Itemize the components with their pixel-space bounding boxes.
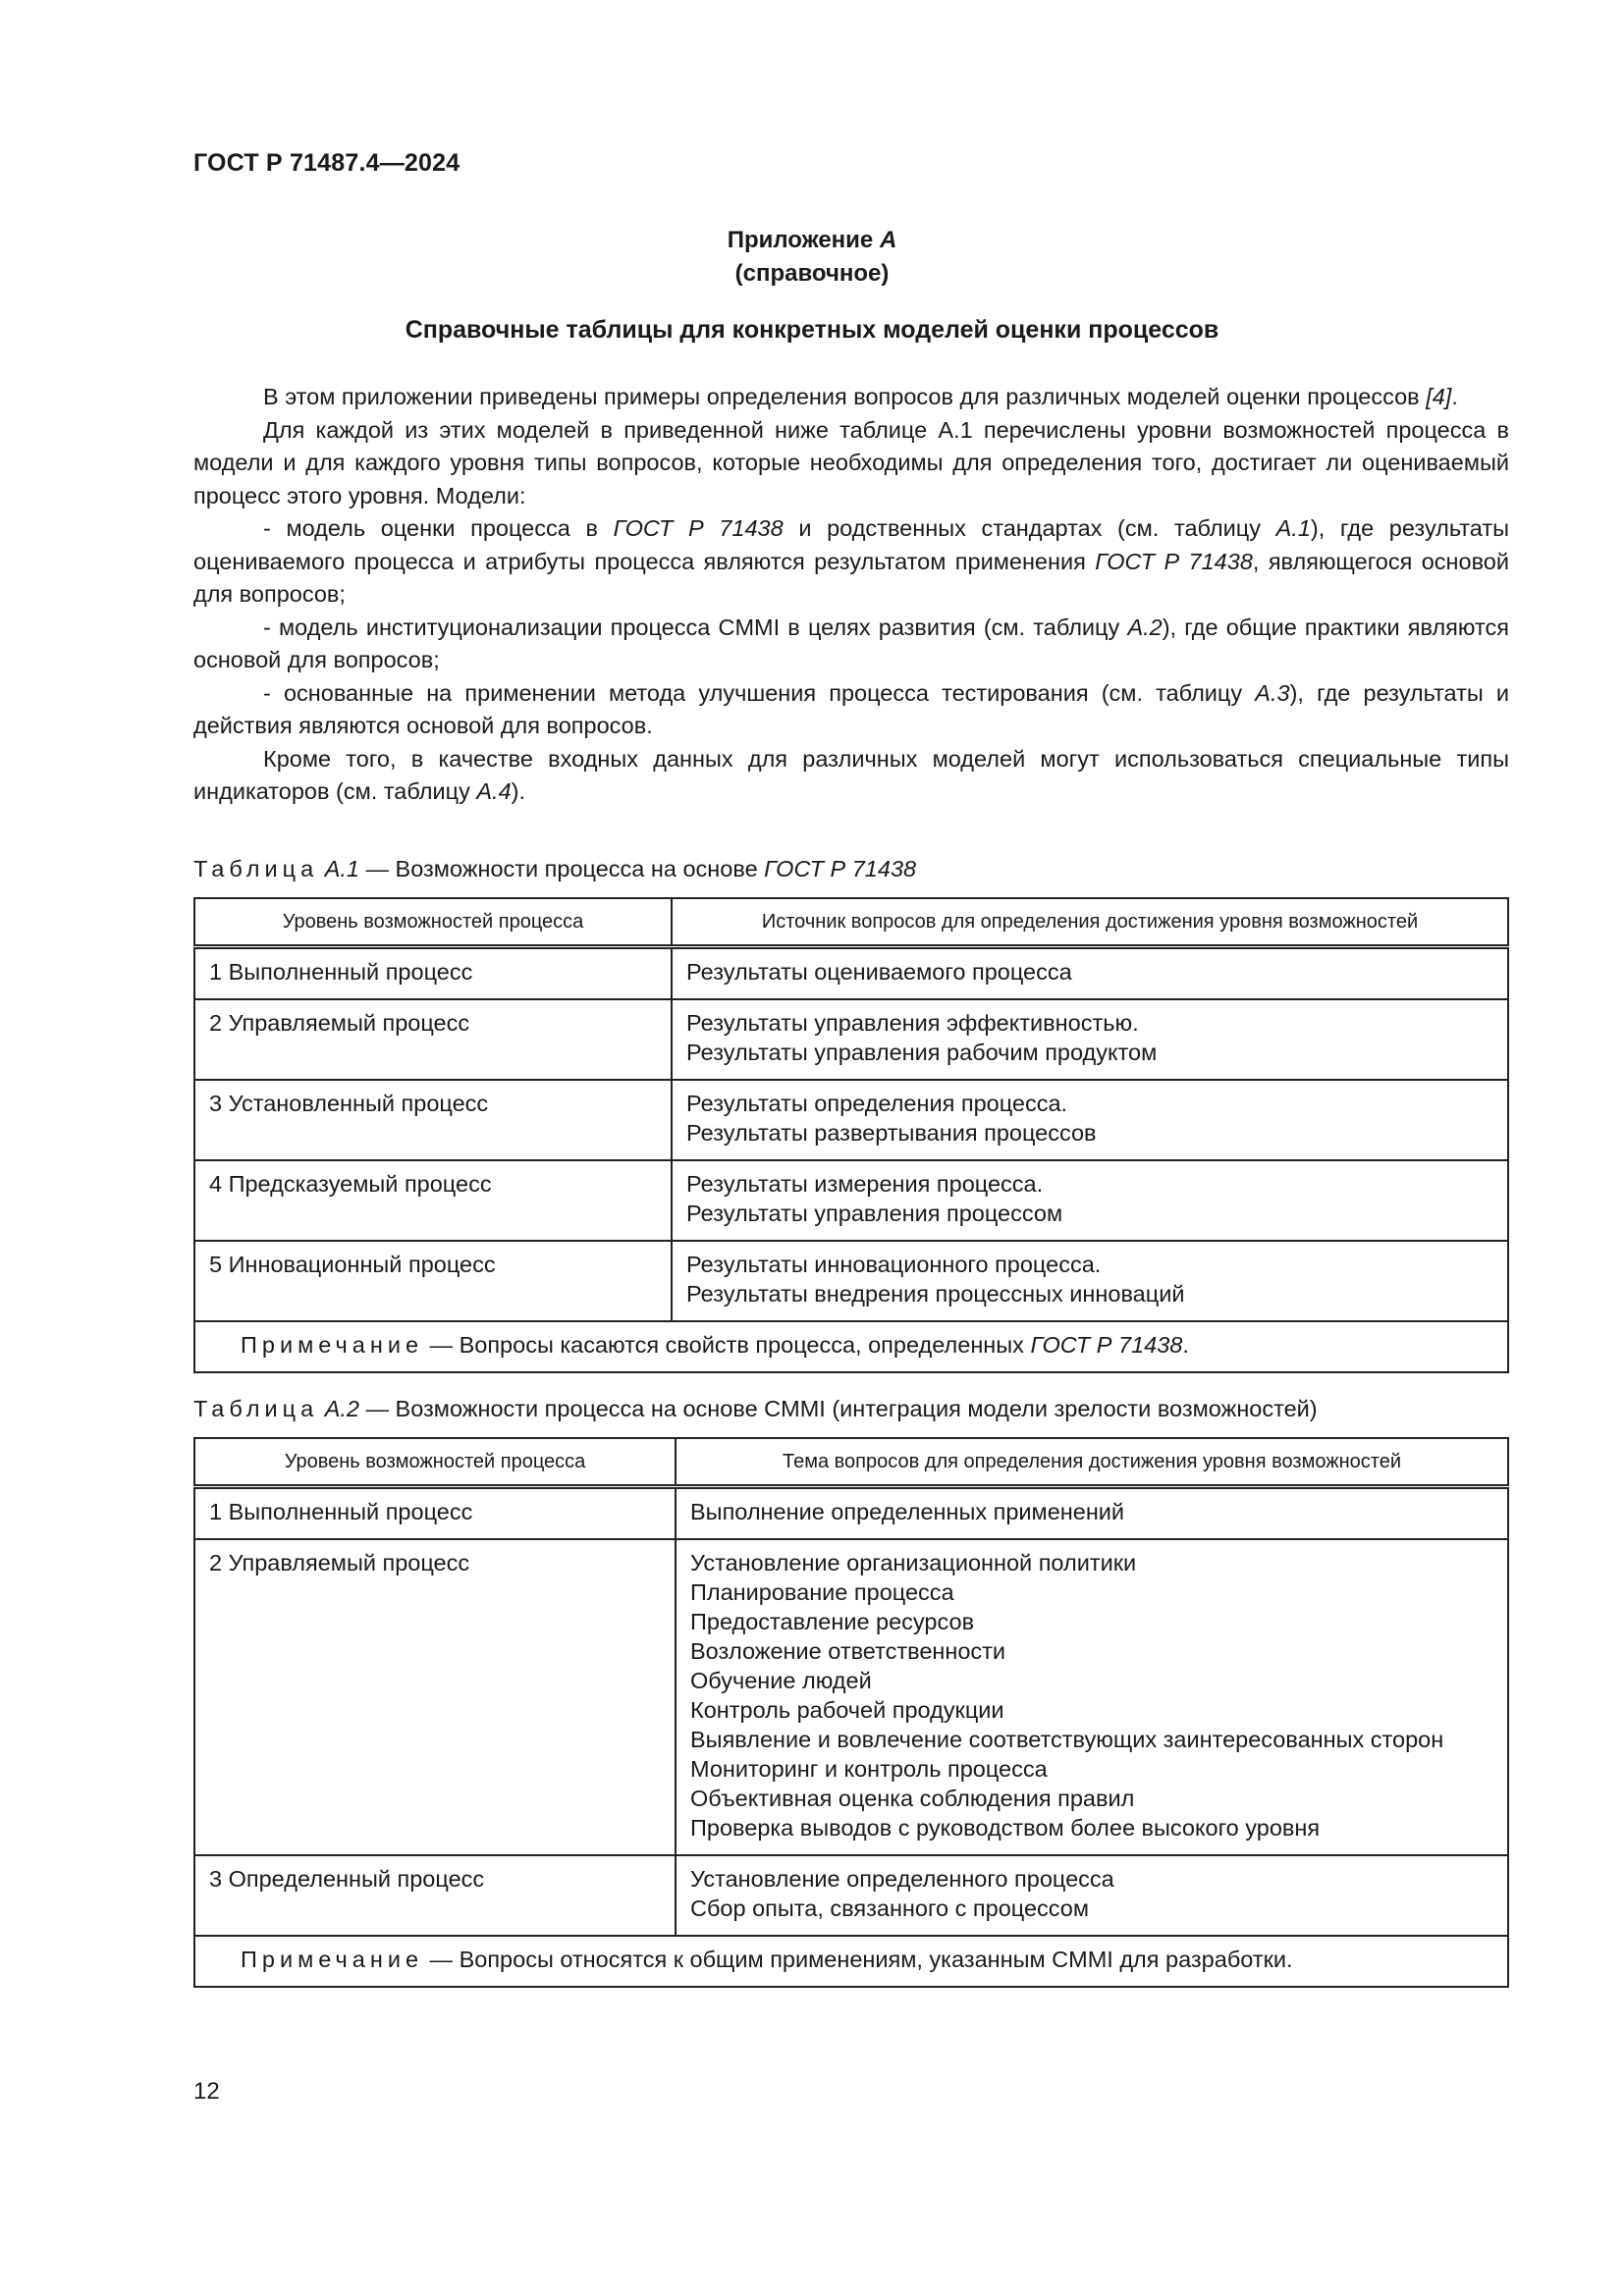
- table-a1-caption: [193, 856, 1509, 882]
- text-span: - модель институционализации процесса CMMI в целях развития (см. таблицу: [263, 614, 1128, 640]
- level-label: 4 Предсказуемый процесс: [209, 1171, 492, 1197]
- table-header-row: [194, 898, 1508, 947]
- level-cell: [194, 1160, 672, 1241]
- table-ref: А.2: [1127, 614, 1163, 640]
- questions-list: [673, 1081, 1507, 1159]
- questions-cell: [672, 1080, 1508, 1160]
- questions-list: [677, 1540, 1507, 1854]
- level-cell: [194, 1855, 676, 1936]
- text-span: Кроме того, в качестве входных данных для различных моделей могут использоваться специальные типы индикаторов (см. таблицу: [193, 745, 1509, 804]
- questions-list: [673, 949, 1507, 998]
- level-cell: [194, 999, 672, 1080]
- table-ref: А.4: [476, 778, 512, 804]
- questions-list: [673, 1242, 1507, 1320]
- text-span: и родственных стандартах (см. таблицу: [783, 515, 1276, 541]
- level-cell: [194, 1080, 672, 1160]
- caption-word: Таблица: [193, 1396, 319, 1421]
- column-header: Уровень возможностей процесса: [194, 898, 672, 947]
- questions-cell: [676, 1539, 1508, 1855]
- annex-title: Справочные таблицы для конкретных моделей оценки процессов: [405, 316, 1219, 344]
- table-row: [194, 1160, 1508, 1241]
- question-item: Предоставление ресурсов: [690, 1609, 975, 1634]
- list-item-model-3: [193, 677, 1509, 743]
- table-row: [194, 1241, 1508, 1321]
- note-text: — Вопросы касаются свойств процесса, определенных: [423, 1332, 1031, 1358]
- annex-type: (справочное): [734, 260, 890, 287]
- question-item: Результаты измерения процесса.: [686, 1171, 1044, 1197]
- text-span: - основанные на применении метода улучшения процесса тестирования (см. таблицу: [263, 679, 1256, 706]
- question-item: Результаты определения процесса.: [686, 1091, 1068, 1116]
- level-label: 3 Установленный процесс: [209, 1091, 489, 1116]
- question-item: Выполнение определенных применений: [690, 1499, 1125, 1524]
- questions-cell: [672, 1241, 1508, 1321]
- question-item: Установление организационной политики: [690, 1550, 1137, 1575]
- column-header: Источник вопросов для определения достижения уровня возможностей: [672, 898, 1508, 947]
- questions-cell: [676, 1855, 1508, 1936]
- caption-standard: ГОСТ Р 71438: [764, 856, 917, 881]
- caption-number: А.2: [324, 1396, 359, 1421]
- question-item: Мониторинг и контроль процесса: [690, 1756, 1048, 1782]
- paragraph-models: Для каждой из этих моделей в приведенной ниже таблице А.1 перечислены уровни возможностей процесса в модели и для каждого уровня типы вопросов, которые необходимы для определения того, достигает ли оцениваемый процесс этого уровня. Модели:: [193, 416, 1509, 508]
- standard-ref: ГОСТ Р 71438: [1095, 548, 1253, 574]
- text-span: - модель оценки процесса в: [263, 515, 614, 541]
- question-item: Результаты управления процессом: [686, 1201, 1063, 1226]
- table-row: [194, 1539, 1508, 1855]
- table-row: [194, 999, 1508, 1080]
- questions-list: [677, 1856, 1507, 1935]
- annex-heading: [0, 224, 1624, 291]
- level-label: 1 Выполненный процесс: [209, 959, 473, 985]
- standard-ref: ГОСТ Р 71438: [613, 515, 784, 541]
- question-item: Контроль рабочей продукции: [690, 1697, 1004, 1723]
- list-item-model-1: [193, 512, 1509, 612]
- level-label: 5 Инновационный процесс: [209, 1252, 496, 1277]
- questions-list: [673, 1161, 1507, 1240]
- text-span: ), где общие практики являются основой для вопросов;: [193, 614, 1509, 672]
- note-text: — Вопросы относятся к общим применениям, указанным CMMI для разработки.: [423, 1947, 1293, 1972]
- page-number: 12: [193, 2078, 220, 2105]
- question-item: Результаты развертывания процессов: [686, 1120, 1097, 1146]
- question-item: Возложение ответственности: [690, 1638, 1006, 1664]
- level-cell: [194, 1487, 676, 1540]
- table-row: [194, 1080, 1508, 1160]
- question-item: Результаты управления эффективностью.: [686, 1010, 1139, 1036]
- text-span: , являющегося основой для вопросов;: [193, 548, 1509, 607]
- table-note-row: [194, 1936, 1508, 1987]
- level-label: 2 Управляемый процесс: [209, 1010, 470, 1036]
- questions-cell: [672, 999, 1508, 1080]
- text-span: ).: [511, 778, 525, 804]
- column-header: Уровень возможностей процесса: [194, 1438, 676, 1487]
- paragraph-intro: [193, 381, 1509, 414]
- text-span: В этом приложении приведены примеры определения вопросов для различных моделей оценки процессов: [263, 384, 1427, 409]
- question-item: Результаты управления рабочим продуктом: [686, 1040, 1158, 1065]
- text-span: ), где результаты оцениваемого процесса и атрибуты процесса являются результатом применения: [193, 515, 1510, 574]
- table-row: [194, 947, 1508, 1000]
- question-item: Проверка выводов с руководством более высокого уровня: [690, 1815, 1321, 1841]
- questions-list: [677, 1489, 1507, 1538]
- question-item: Объективная оценка соблюдения правил: [690, 1786, 1135, 1811]
- table-note: [195, 1937, 1507, 1986]
- body-text: [193, 381, 1509, 809]
- note-standard: ГОСТ Р 71438: [1030, 1332, 1183, 1358]
- note-end: .: [1182, 1332, 1189, 1358]
- caption-text: — Возможности процесса на основе: [358, 856, 765, 881]
- question-item: Результаты инновационного процесса.: [686, 1252, 1102, 1277]
- table-header-row: [194, 1438, 1508, 1487]
- table-note-row: [194, 1321, 1508, 1372]
- caption-number: А.1: [324, 856, 359, 881]
- caption-word: Таблица: [193, 856, 319, 881]
- note-word: Примечание: [241, 1947, 424, 1972]
- table-a2: [193, 1437, 1509, 1988]
- annex-label: Приложение: [727, 227, 874, 253]
- note-cell: [194, 1321, 1508, 1372]
- paragraph-indicators: [193, 743, 1509, 809]
- question-item: Выявление и вовлечение соответствующих заинтересованных сторон: [690, 1727, 1444, 1752]
- table-a2-caption: [193, 1396, 1509, 1422]
- table-ref: А.1: [1275, 515, 1311, 541]
- text-span: .: [1451, 384, 1458, 409]
- level-cell: [194, 1539, 676, 1855]
- column-header: Тема вопросов для определения достижения уровня возможностей: [676, 1438, 1508, 1487]
- question-item: Результаты оцениваемого процесса: [686, 959, 1072, 985]
- questions-cell: [672, 1160, 1508, 1241]
- question-item: Обучение людей: [690, 1668, 872, 1693]
- level-label: 3 Определенный процесс: [209, 1866, 485, 1892]
- level-cell: [194, 947, 672, 1000]
- reference: [4]: [1426, 384, 1452, 409]
- questions-list: [673, 1000, 1507, 1079]
- annex-label-line: [0, 224, 1624, 257]
- table-row: [194, 1487, 1508, 1540]
- caption-text: — Возможности процесса на основе CMMI (интеграция модели зрелости возможностей): [358, 1396, 1318, 1421]
- level-cell: [194, 1241, 672, 1321]
- document-code: ГОСТ Р 71487.4—2024: [193, 149, 460, 177]
- list-item-model-2: [193, 612, 1509, 677]
- table-row: [194, 1855, 1508, 1936]
- note-word: Примечание: [241, 1332, 424, 1358]
- table-note: [195, 1322, 1507, 1371]
- question-item: Результаты внедрения процессных инноваций: [686, 1281, 1185, 1307]
- note-cell: [194, 1936, 1508, 1987]
- questions-cell: [672, 947, 1508, 1000]
- table-ref: А.3: [1255, 679, 1290, 706]
- level-label: 2 Управляемый процесс: [209, 1550, 470, 1575]
- question-item: Установление определенного процесса: [690, 1866, 1114, 1892]
- table-a1: [193, 897, 1509, 1373]
- question-item: Сбор опыта, связанного с процессом: [690, 1896, 1090, 1921]
- annex-letter: А: [879, 227, 897, 253]
- level-label: 1 Выполненный процесс: [209, 1499, 473, 1524]
- questions-cell: [676, 1487, 1508, 1540]
- question-item: Планирование процесса: [690, 1579, 954, 1605]
- text-span: ), где результаты и действия являются основой для вопросов.: [193, 679, 1509, 738]
